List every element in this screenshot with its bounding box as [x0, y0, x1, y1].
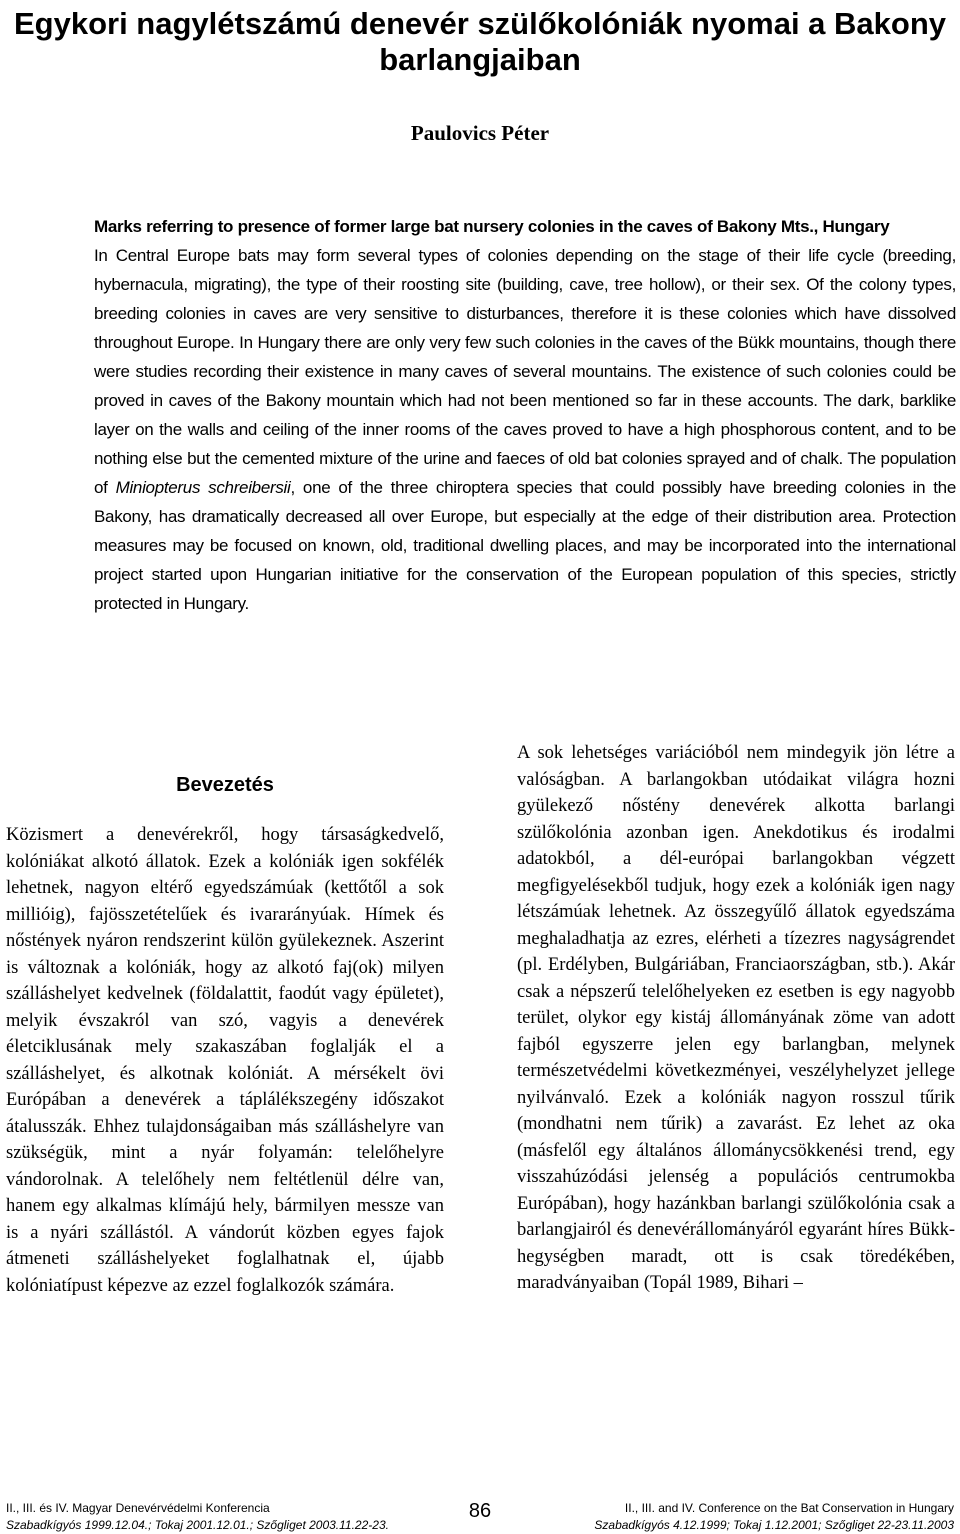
english-title: Marks referring to presence of former large bat nursery colonies in the caves of Bakony Mts., Hungary [94, 217, 890, 236]
page-number: 86 [468, 1500, 492, 1522]
english-abstract [94, 212, 956, 618]
right-column-text: A sok lehetséges variációból nem mindegyik jön létre a valóságban. A barlangokban utódaikat világra hozni gyülekező nőstény denevérek alkotta barlangi szülőkolónia azonban igen. Anekdotikus és irodalmi adatokból, a dél-európai barlangokban végzett megfigyelésekből tudjuk, hogy ezek a kolóniák igen nagy létszámúak lehetnek. Az összegyűlő állatok egyedszáma meghaladhatja az ezres, elérheti a tízezres nagyságrendet (pl. Erdélyben, Bulgáriában, Franciaországban, stb.). Akár csak a népszerű telelőhelyeken ez esetben is egy nagyobb terület, olykor egy kistáj állományának zöme van adott fajból egyszerre jelen egy barlangban, melynek természetvédelmi következményei, veszélyhelyzet jellege nyilvánvaló. Ezek a kolóniák nagyon rosszul tűrik (mondhatni nem tűrik) a zavarást. Ez lehet az oka (másfelől egy általános állománycsökkenési trend, egy visszahúzódási jelenség a populációs centrumokba Európában), hogy hazánkban barlangi szülőkolónia csak a barlangjairól és denevérállományáról egyaránt híres Bükkhegységben maradt, ott is csak töredékében, maradványaiban (Topál 1989, Bihari – [517, 743, 955, 1293]
footer-left-line1: II., III. és IV. Magyar Denevérvédelmi Konferencia [6, 1501, 270, 1515]
abstract-body [94, 241, 956, 618]
footer-right-line2-text: Szabadkígyós 4.12.1999; Tokaj 1.12.2001; Szőgliget 22-23.11.2003 [594, 1518, 954, 1532]
section-heading: Bevezetés [176, 774, 274, 796]
footer-right-line2 [594, 1517, 954, 1534]
left-column-text: Közismert a denevérekről, hogy társaságkedvelő, kolóniákat alkotó állatok. Ezek a kolóniák igen sokfélék lehetnek, nagyon eltérő egyedszámúak (kettőtől a sok millióig), fajösszetételűek és ivararányúak. Hímek és nőstények nyáron rendszerint külön gyülekeznek. Aszerint is változnak a kolóniák, hogy az alkotó faj(ok) milyen szálláshelyet kedvelnek (földalattit, faodút vagy épületet), melyik évszakról van szó, vagyis a denevérek életciklusának mely szakaszában foglalják el a szálláshelyet, és alkotnak kolóniát. A mérsékelt övi Európában a denevérek a táplálékszegény időszakot átalusszák. Ehhez tulajdonságaiban más szálláshelyre van szükségük, mint a nyár folyamán: telelőhelyre vándorolnak. A telelőhely nem feltétlenül délre van, hanem egy alkalmas klímájú hely, bármilyen messze van is a nyári szállástól. A vándorút közben egyes fajok átmeneti szálláshelyeket foglalhatnak el, újabb kolóniatípust képezve az ezzel foglalkozók számára. [6, 825, 444, 1296]
abstract-text-part2: , one of the three chiroptera species that could possibly have breeding colonies in the Bakony, has dramatically decreased all over Europe, but especially at the edge of their distribution area. Protection measures may be focused on known, old, traditional dwelling places, and may be incorporated into the international project started upon Hungarian initiative for the conservation of the European population of this species, strictly protected in Hungary. [94, 478, 956, 613]
author-name: Paulovics Péter [410, 121, 550, 145]
footer-right [594, 1500, 954, 1534]
footer-right-line1: II., III. and IV. Conference on the Bat Conservation in Hungary [624, 1501, 954, 1515]
paper-title: Egykori nagylétszámú denevér szülőkolóniák nyomai a Bakony barlangjaiban [13, 6, 947, 77]
abstract-text-part1: In Central Europe bats may form several types of colonies depending on the stage of their life cycle (breeding, hybernacula, migrating), the type of their roosting site (building, cave, tree hollow), or their sex. Of the colony types, breeding colonies in caves are very sensitive to disturbances, therefore it is these colonies which have dissolved throughout Europe. In Hungary there are only very few such colonies in the caves of the Bükk mountains, though there were studies recording their existence in many caves of several mountains. The existence of such colonies could be proved in caves of the Bakony mountain which had not been mentioned so far in these accounts. The dark, barklike layer on the walls and ceiling of the inner rooms of the caves proved to have a high phosphorous content, and to be nothing else but the cemented mixture of the urine and faeces of old bat colonies sprayed and of chalk. The population of [94, 246, 956, 497]
species-name: Miniopterus schreibersii [115, 478, 291, 497]
footer-left-line2-text: Szabadkígyós 1999.12.04.; Tokaj 2001.12.01.; Szőgliget 2003.11.22-23. [6, 1518, 389, 1532]
